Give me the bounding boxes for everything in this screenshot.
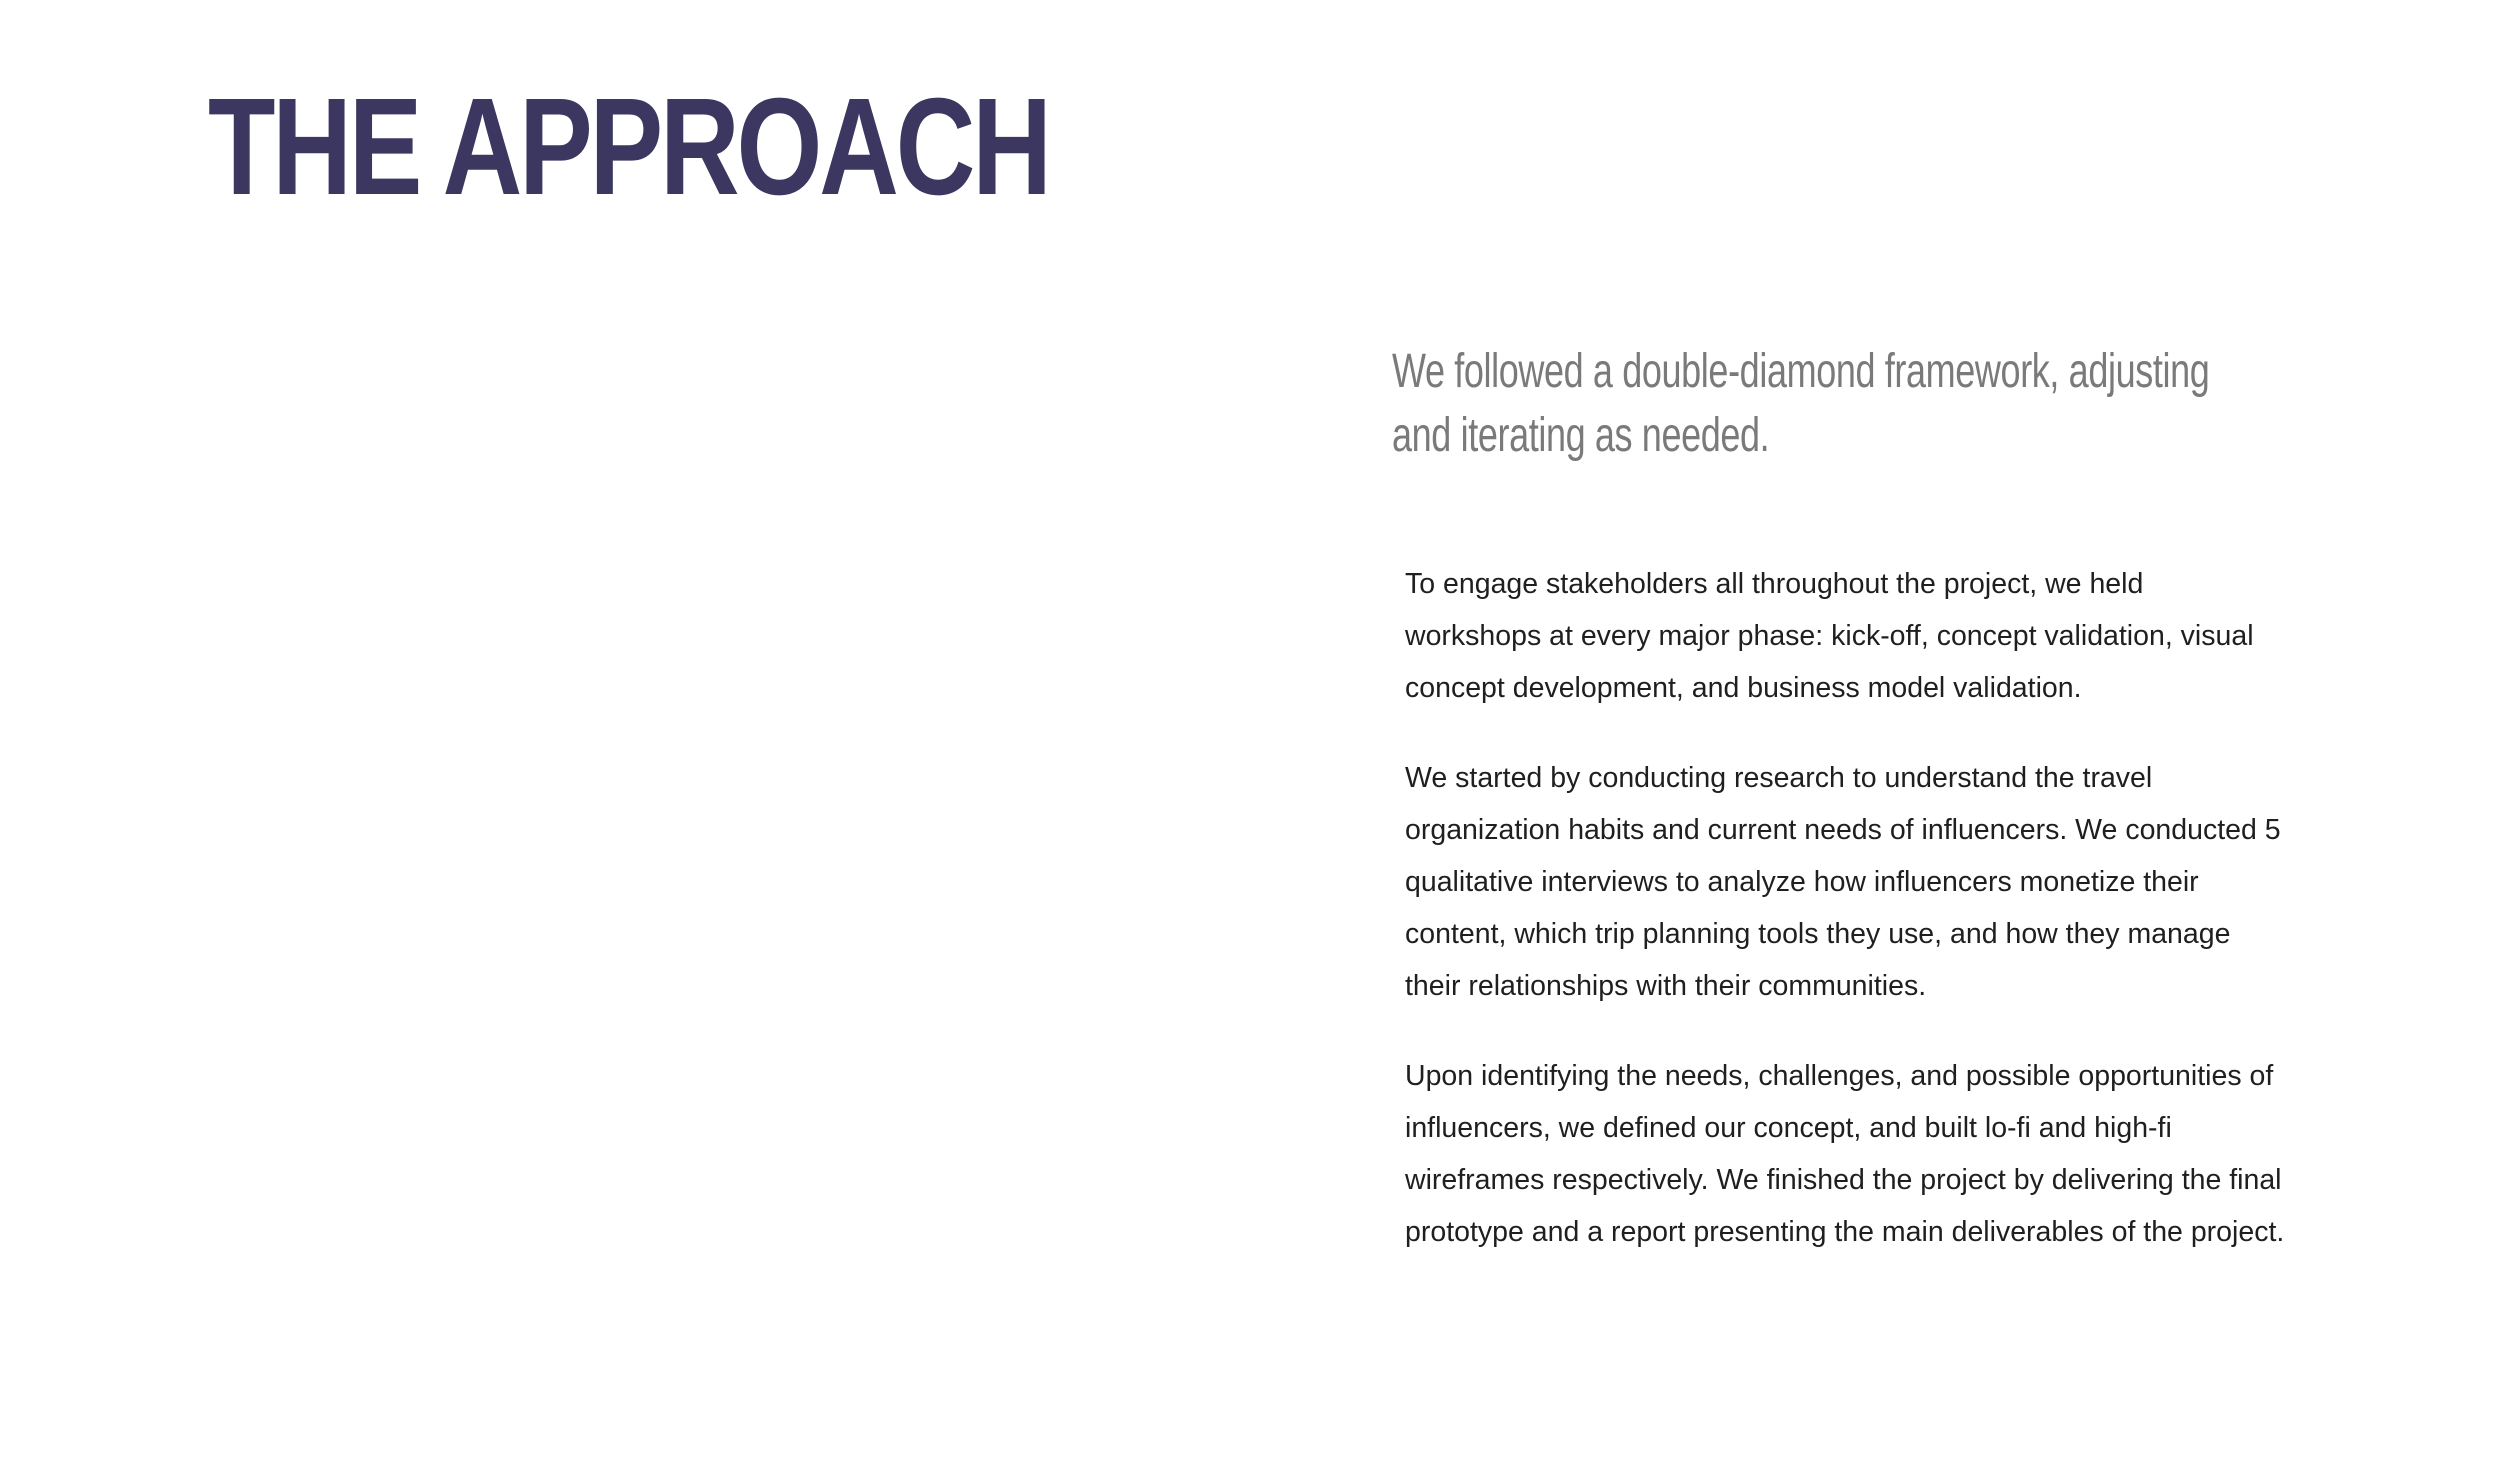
body-paragraph: We started by conducting research to understand the travel organization habits and current needs of influencers. We conducted 5 qualitative interviews to analyze how influencers monetize their content, which trip planning tools they use, and how they manage their relationships with their communities. xyxy=(1405,762,2281,1002)
body-paragraph: To engage stakeholders all throughout the project, we held workshops at every major phase: kick-off, concept validation, visual concept development, and business model validation. xyxy=(1405,568,2254,704)
page-title: THE APPROACH xyxy=(208,70,1049,224)
body-text-section xyxy=(1405,558,2285,1296)
body-paragraph: Upon identifying the needs, challenges, and possible opportunities of influencers, we defined our concept, and built lo-fi and high-fi wireframes respectively. We finished the project by delivering the final prototype and a report presenting the main deliverables of the project. xyxy=(1405,1060,2285,1248)
page-subtitle: We followed a double-diamond framework, adjusting and iterating as needed. xyxy=(1392,345,2210,462)
